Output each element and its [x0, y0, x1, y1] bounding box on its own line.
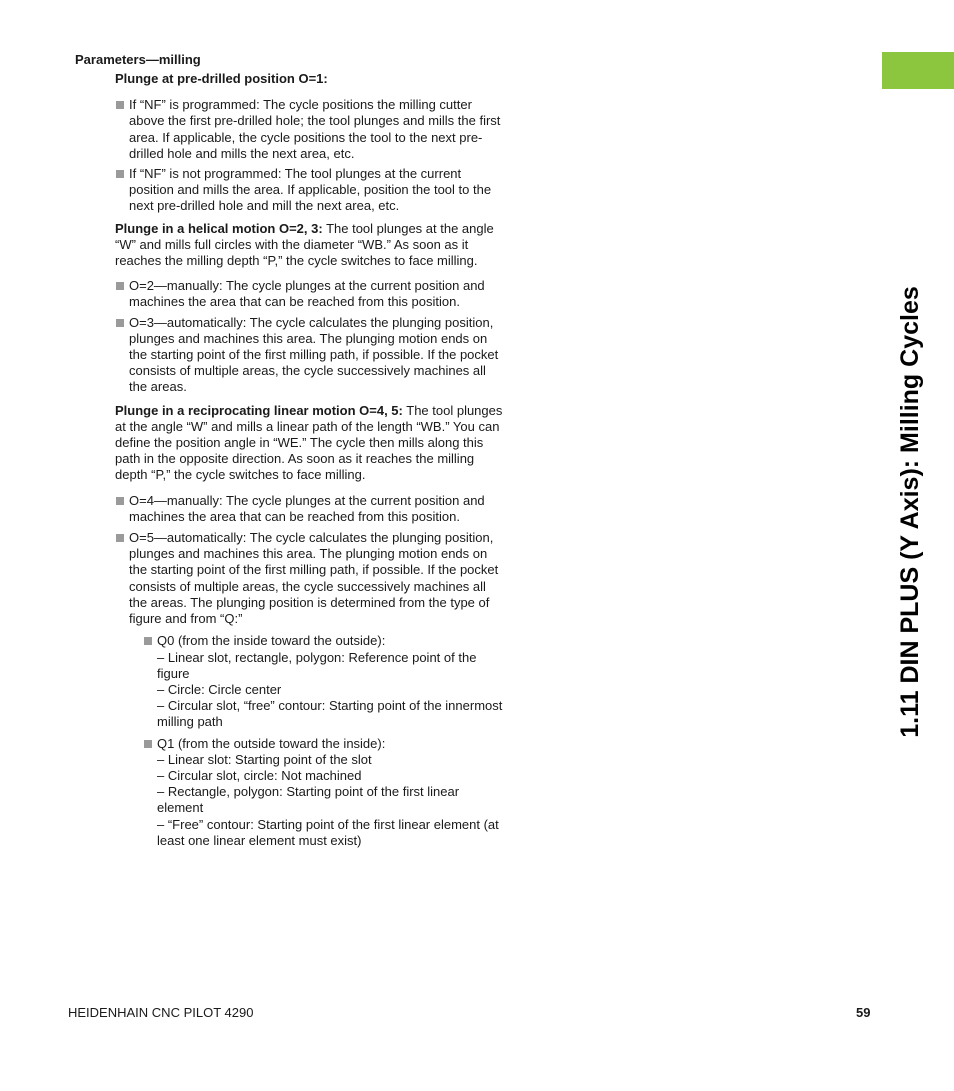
q0-line: – Circular slot, “free” contour: Starting point of the innermost milling path: [157, 698, 503, 730]
page-number: 59: [856, 1005, 871, 1020]
list-item: [115, 530, 507, 849]
q1-label: Q1 (from the outside toward the inside):: [157, 735, 386, 751]
q1-item: [143, 736, 507, 849]
q1-line: – “Free” contour: Starting point of the first linear element (at least one linear element must exist): [157, 816, 499, 848]
chapter-side-title: 1.11 DIN PLUS (Y Axis): Milling Cycles: [896, 286, 924, 738]
block1-bullet-list: [115, 97, 507, 214]
list-item: O=2—manually: The cycle plunges at the current position and machines the area that can be reached from this position.: [115, 278, 507, 310]
block2-lead-text: The tool plunges at the angle “W” and mills full circles with the diameter “WB.” As soon as it reaches the milling depth “P,” the cycle switches to face milling.: [115, 220, 494, 269]
list-item: If “NF” is programmed: The cycle positions the milling cutter above the first pre-drilled hole; the tool plunges and mills the first area. If applicable, the cycle positions the tool to the next pre-drilled hole and mills the next area, etc.: [115, 97, 507, 162]
q1-line: – Linear slot: Starting point of the slot: [157, 751, 372, 767]
list-item: If “NF” is not programmed: The tool plunges at the current position and mills the area. If applicable, position the tool to the next pre-drilled hole and mill the next area, etc.: [115, 166, 507, 215]
q0-line: – Circle: Circle center: [157, 681, 282, 697]
block2-intro: [115, 221, 507, 270]
block2-bullet-list: [115, 278, 507, 395]
footer-product: HEIDENHAIN CNC PILOT 4290: [68, 1005, 254, 1020]
block2-lead-bold: Plunge in a helical motion O=2, 3:: [115, 220, 323, 236]
block1-title: Plunge at pre-drilled position O=1:: [115, 71, 328, 86]
q0-label: Q0 (from the inside toward the outside):: [157, 633, 386, 649]
block3-intro: [115, 403, 507, 484]
q0-item: [143, 633, 507, 730]
list-item: O=4—manually: The cycle plunges at the current position and machines the area that can be reached from this position.: [115, 493, 507, 525]
main-content: [115, 71, 507, 849]
list-item: O=3—automatically: The cycle calculates the plunging position, plunges and machines this area. The plunging motion ends on the starting point of the first milling path, if possible. If the pocket consists of multiple areas, the cycle successively machines all the areas.: [115, 315, 507, 396]
q1-line: – Circular slot, circle: Not machined: [157, 767, 362, 783]
list-item-text: O=5—automatically: The cycle calculates the plunging position, plunges and machines this area. The plunging motion ends on the starting point of the first milling path, if possible. If the pocket consists of multiple areas, the cycle successively machines all the areas. The plunging position is determined from the type of figure and from “Q:”: [129, 530, 499, 627]
section-heading: Parameters—milling: [75, 52, 201, 67]
q0-line: – Linear slot, rectangle, polygon: Reference point of the figure: [157, 649, 477, 681]
q-option-list: [143, 633, 507, 849]
block3-lead-bold: Plunge in a reciprocating linear motion O=4, 5:: [115, 402, 403, 418]
q1-line: – Rectangle, polygon: Starting point of the first linear element: [157, 784, 460, 816]
block3-bullet-list: [115, 493, 507, 849]
block3-lead-text: The tool plunges at the angle “W” and mills a linear path of the length “WB.” You can define the position angle in “WE.” The cycle then mills along this path in the opposite direction. As soon as it reaches the milling depth “P,” the cycle switches to face milling.: [115, 402, 503, 483]
